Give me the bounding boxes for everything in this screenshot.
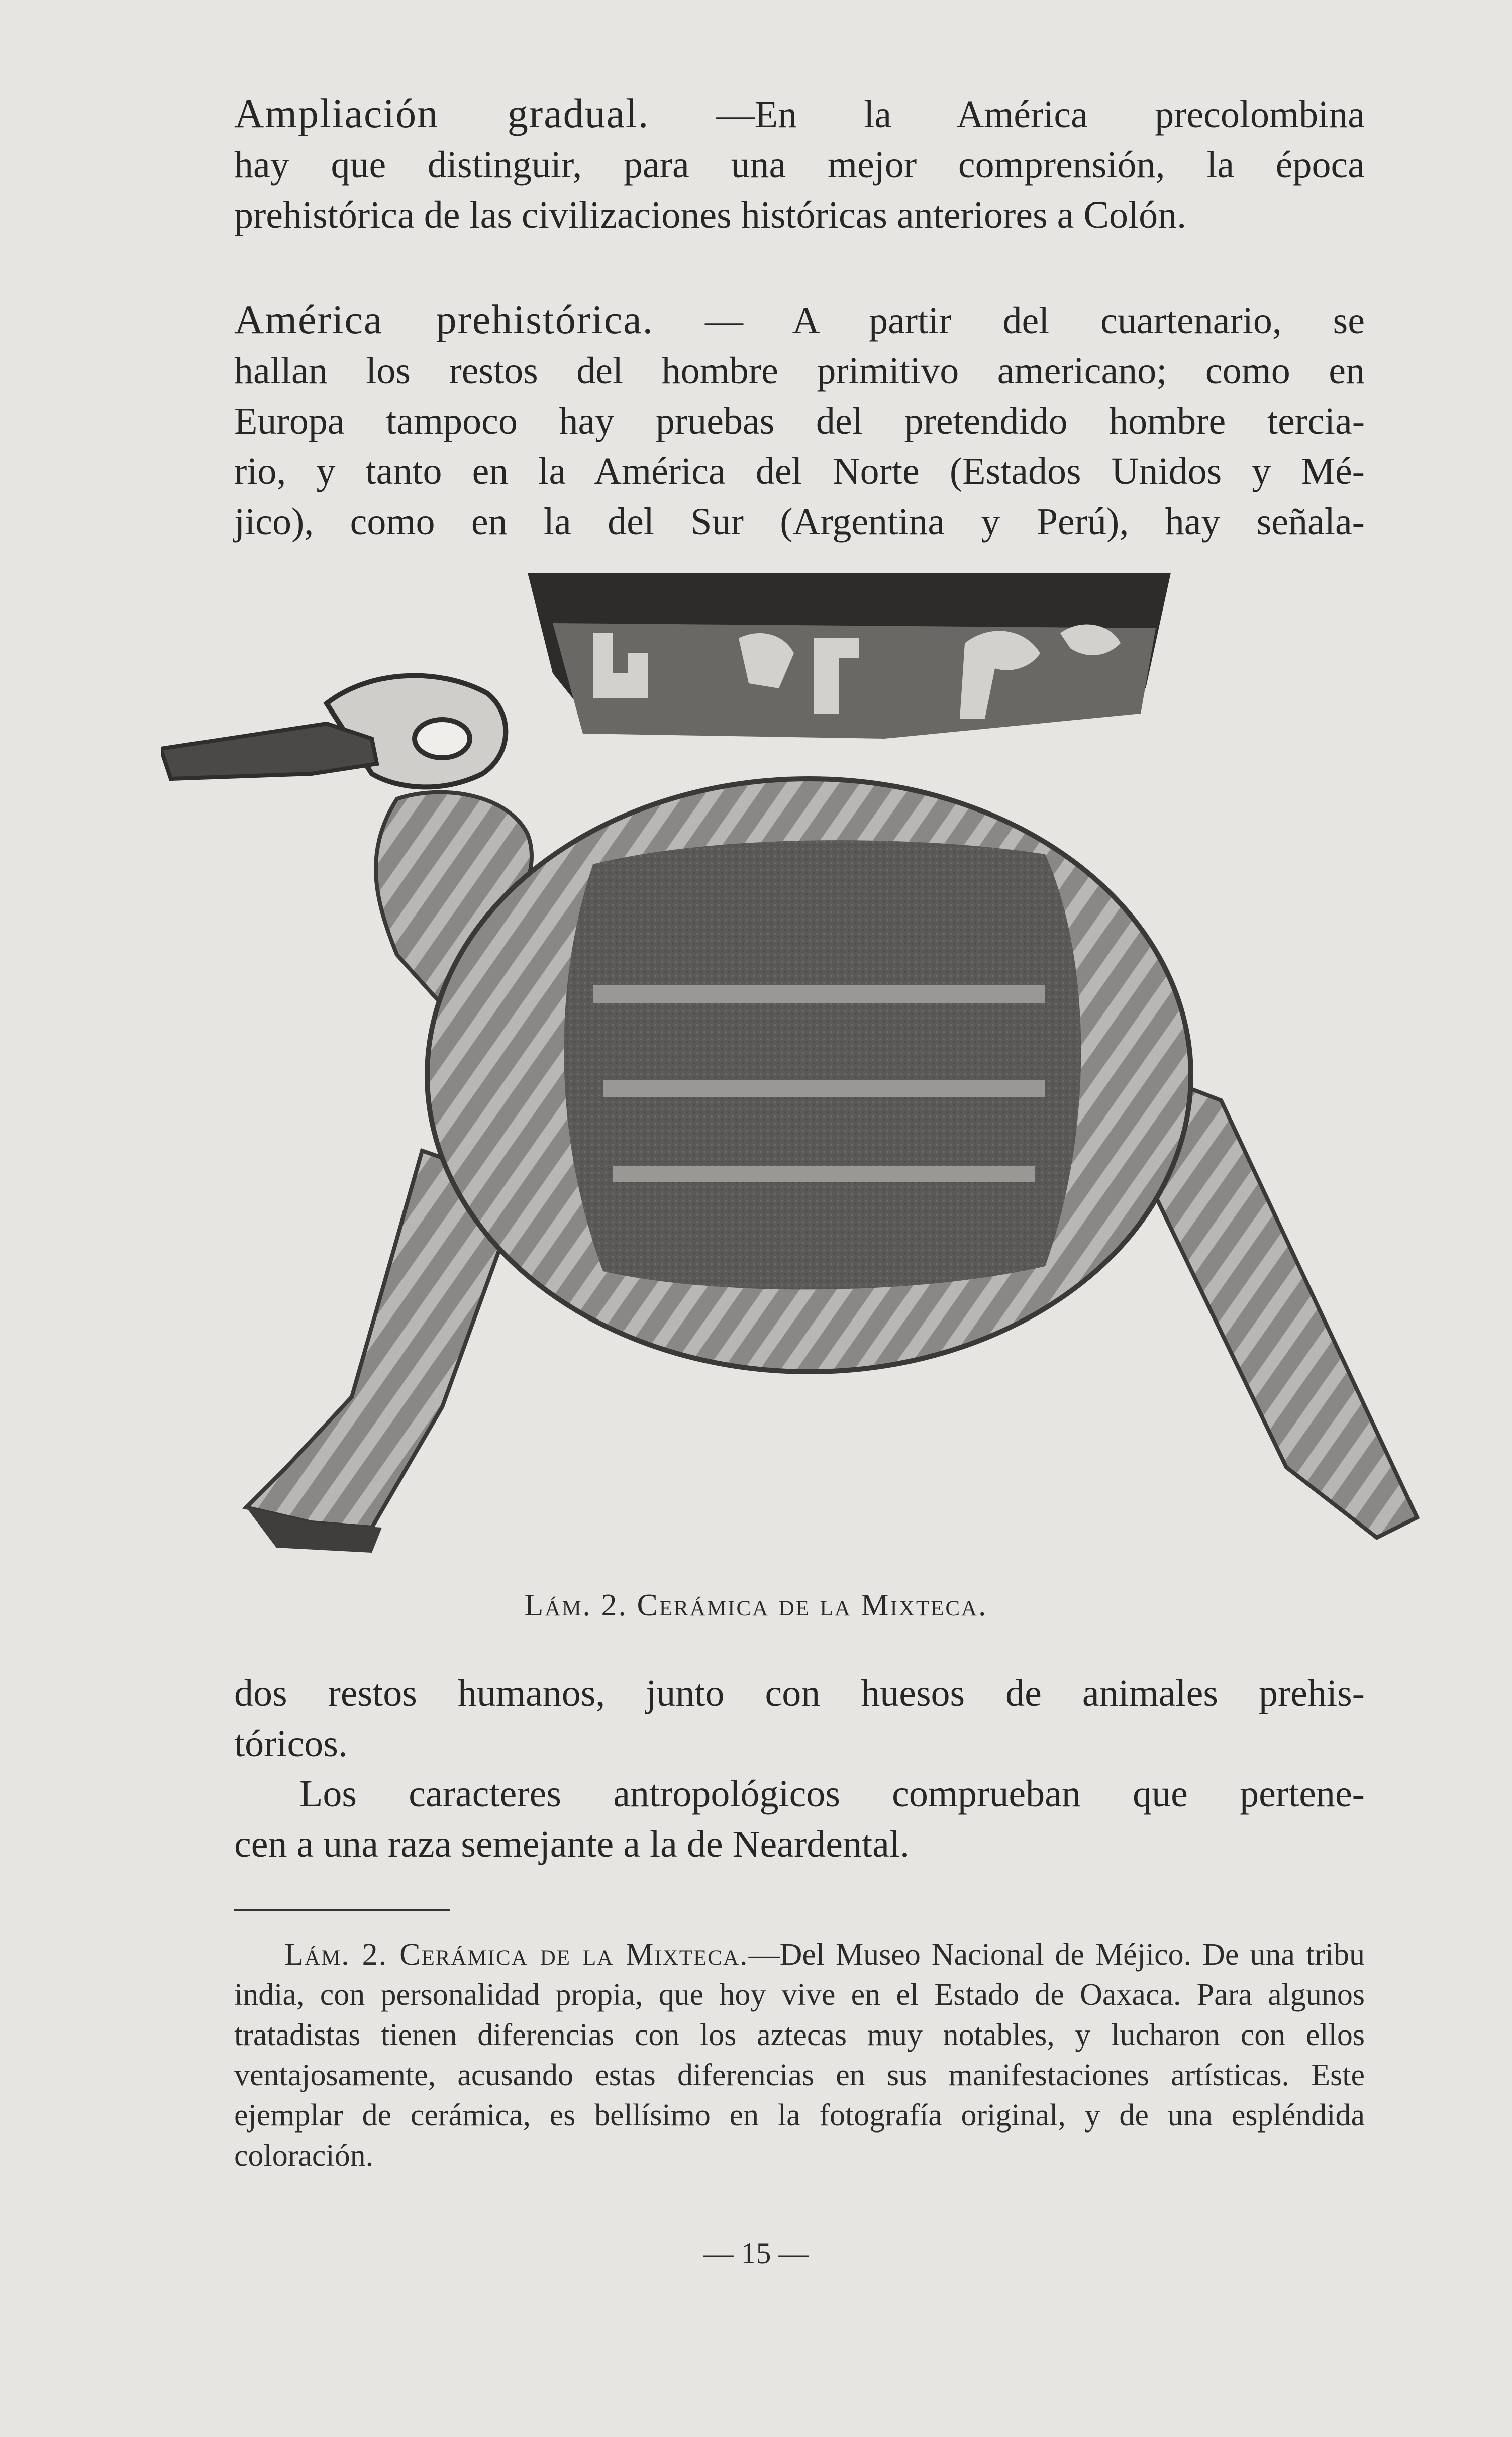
paragraph-caracteres <box>234 1769 1365 1869</box>
paragraph-america-prehistorica <box>234 294 1365 547</box>
bird-eye <box>415 720 470 758</box>
text-line: Los caracteres antropológicos comprueban que pertene- <box>299 1773 1365 1815</box>
text-line: cen a una raza semejante a la de Neardental. <box>234 1823 910 1865</box>
footnote-divider <box>234 1909 450 1911</box>
text-line: hallan los restos del hombre primitivo americano; como en <box>234 350 1365 392</box>
text-line: Europa tampoco hay pruebas del pretendido hombre tercia- <box>234 400 1365 442</box>
text-line: rio, y tanto en la América del Norte (Estados Unidos y Mé- <box>234 450 1365 492</box>
text-line: hay que distinguir, para una mejor comprensión, la época <box>234 144 1365 186</box>
text-line: dos restos humanos, junto con huesos de animales prehis- <box>234 1672 1365 1714</box>
footnote-label: Lám. 2. Cerámica de la Mixteca. <box>284 1938 749 1972</box>
paragraph-heading: Ampliación gradual. <box>234 90 650 136</box>
footnote <box>234 1935 1365 2176</box>
vessel-body-panel <box>564 840 1081 1289</box>
text-line: jico), como en la del Sur (Argentina y Perú), hay señala- <box>234 500 1365 543</box>
page-number: — 15 — <box>703 2237 809 2270</box>
figure-caption: Lám. 2. Cerámica de la Mixteca. <box>524 1588 988 1622</box>
vessel-right-leg <box>1146 1075 1417 1538</box>
paragraph-heading: América prehistórica. <box>234 296 654 342</box>
text-line: prehistórica de las civilizaciones históricas anteriores a Colón. <box>234 194 1187 236</box>
paragraph-continuation <box>234 1668 1365 1769</box>
paragraph-ampliacion-gradual <box>234 88 1365 240</box>
text-line: Ampliación gradual. —En la América precolombina <box>234 90 1365 136</box>
text-line: tóricos. <box>234 1722 348 1765</box>
text-line: América prehistórica. — A partir del cuartenario, se <box>234 296 1365 342</box>
mixteca-vessel-illustration <box>161 573 1437 1568</box>
footnote-text: —Del Museo Nacional de Méjico. De una tribu india, con personalidad propia, que hoy vive en el Estado de Oaxaca. Para algunos tratadistas tienen diferencias con los aztecas muy notables, y lucharon con ellos ventajosamente, acusando estas diferencias en sus manifestaciones artísticas. Este ejemplar de cerámica, es bellísimo en la fotografía original, y de una espléndida coloración. <box>234 1938 1365 2173</box>
bird-beak <box>161 724 377 779</box>
